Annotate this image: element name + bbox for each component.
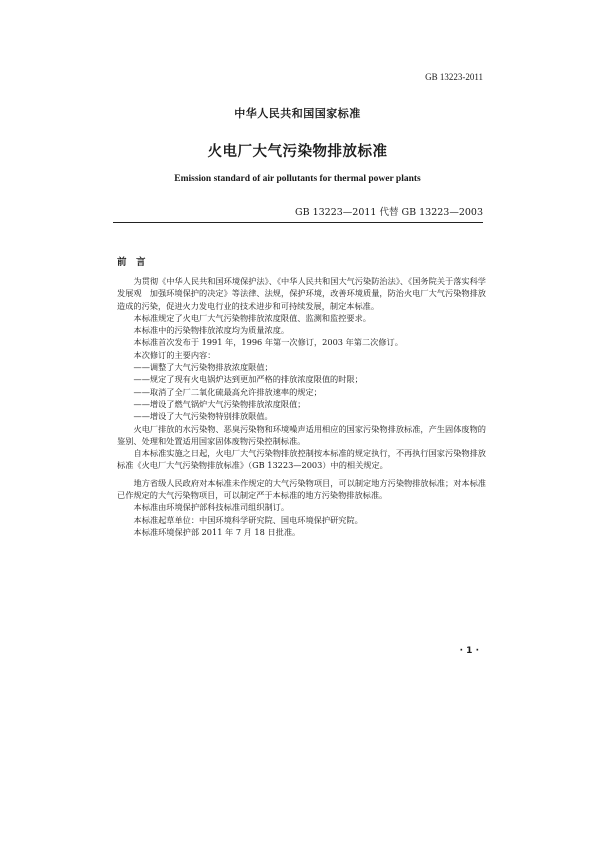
foreword-paragraph: 本次修订的主要内容： [133,349,216,360]
document-title-cn: 火电厂大气污染物排放标准 [207,144,388,160]
page-number: · 1 · [459,646,479,656]
document-title-en: Emission standard of air pollutants for thermal power plants [174,174,421,184]
foreword-paragraph: 本标准规定了火电厂大气污染物排放浓度限值、监测和监控要求。 [133,312,371,323]
standard-replacement-note: GB 13223—2011 代替 GB 13223—2003 [294,207,483,218]
revision-item: ——调整了大气污染物排放浓度限值； [133,362,273,373]
revision-item: ——规定了现有火电锅炉达到更加严格的排放浓度限值的时限； [133,374,363,385]
header-standard-code: GB 13223-2011 [425,72,483,82]
foreword-paragraph: 本标准起草单位：中国环境科学研究院、国电环境保护研究院。 [133,514,363,525]
foreword-paragraph: 火电厂排放的水污染物、恶臭污染物和环境噪声适用相应的国家污染物排放标准，产生固体废物的鉴别、处理和处置适用国家固体废物污染控制标准。 [117,423,486,446]
revision-item: ——增设了燃气锅炉大气污染物排放浓度限值； [133,398,306,409]
revision-item: ——增设了大气污染物特别排放限值。 [133,411,273,422]
foreword-body [117,275,486,538]
foreword-paragraph: 本标准首次发布于 1991 年，1996 年第一次修订，2003 年第二次修订。 [133,337,403,348]
foreword-paragraph: 自本标准实施之日起，火电厂大气污染物排放控制按本标准的规定执行，不再执行国家污染物排放标准《火电厂大气污染物排放标准》（GB 13223—2003）中的相关规定。 [117,448,486,471]
national-standard-label: 中华人民共和国国家标准 [234,107,361,120]
revision-item: ——取消了全厂二氧化硫最高允许排放速率的规定； [133,386,322,397]
foreword-heading: 前 言 [117,257,146,268]
title-divider [113,222,483,223]
foreword-paragraph: 地方省级人民政府对本标准未作规定的大气污染物项目，可以制定地方污染物排放标准；对本标准已作规定的大气污染物项目，可以制定严于本标准的地方污染物排放标准。 [117,477,486,501]
foreword-paragraph: 本标准中的污染物排放浓度均为质量浓度。 [133,325,290,336]
foreword-paragraph: 本标准由环境保护部科技标准司组织制订。 [133,502,290,513]
foreword-paragraph: 为贯彻《中华人民共和国环境保护法》、《中华人民共和国大气污染防治法》、《国务院关于落实科学发展观 加强环境保护的决定》等法律、法规，保护环境，改善环境质量，防治火电厂大气污染物排放造成的污染，促进火力发电行业的技术进步和可持续发展，制定本标准。 [117,276,486,311]
foreword-paragraph: 本标准环境保护部 2011 年 7 月 18 日批准。 [133,526,301,537]
